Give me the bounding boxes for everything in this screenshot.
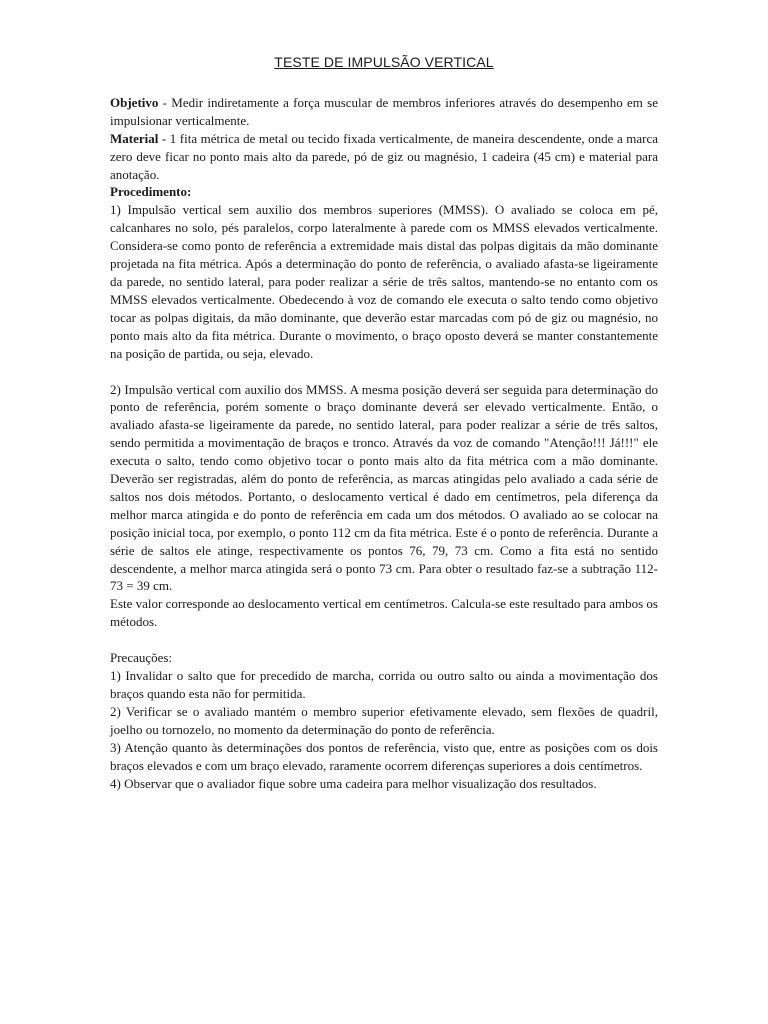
material-label: Material xyxy=(110,130,159,146)
document-body xyxy=(110,54,658,792)
spacer xyxy=(110,363,658,381)
precaucao-item-2: 2) Verificar se o avaliado mantém o membro superior efetivamente elevado, sem flexões de quadril, joelho ou tornozelo, no momento da determinação do ponto de referência. xyxy=(110,703,658,737)
precaucoes-heading: Precauções: xyxy=(110,650,173,666)
procedimento-heading: Procedimento: xyxy=(110,184,192,200)
material-text: - 1 fita métrica de metal ou tecido fixada verticalmente, de maneira descendente, onde a marca zero deve ficar no ponto mais alto da parede, pó de giz ou magnésio, 1 cadeira (45 cm) e material para anotação. xyxy=(110,130,658,182)
precaucao-item-4: 4) Observar que o avaliador fique sobre uma cadeira para melhor visualização dos resultados. xyxy=(110,775,597,791)
precaucao-item-3: 3) Atenção quanto às determinações dos pontos de referência, visto que, entre as posições com os dois braços elevados e com um braço elevado, raramente ocorrem diferenças superiores a dois centímetros. xyxy=(110,739,658,773)
objetivo-text: - Medir indiretamente a força muscular de membros inferiores através do desempenho em se impulsionar verticalmente. xyxy=(110,94,658,128)
spacer xyxy=(110,631,658,649)
procedimento-item-2-conclusion: Este valor corresponde ao deslocamento vertical em centímetros. Calcula-se este resultado para ambos os métodos. xyxy=(110,596,658,630)
objetivo-paragraph xyxy=(110,94,658,130)
document-title: TESTE DE IMPULSÃO VERTICAL xyxy=(274,54,494,70)
material-paragraph xyxy=(110,130,658,184)
procedimento-item-2: 2) Impulsão vertical com auxilio dos MMSS. A mesma posição deverá ser seguida para determinação do ponto de referência, porém somente o braço dominante deverá ser elevado verticalmente. Então, o avaliado afasta-se ligeiramente da parede, no sentido lateral, para poder realizar a série de três saltos, sendo permitida a movimentação de braços e tronco. Através da voz de comando "Atenção!!! Já!!!" ele executa o salto, tendo como objetivo tocar o ponto mais alto da fita métrica com a mão dominante. Deverão ser registradas, além do ponto de referência, as marcas atingidas pelo avaliado a cada série de saltos nos dois métodos. Portanto, o deslocamento vertical é dado em centímetros, pela diferença da melhor marca atingida e do ponto de referência em cada um dos métodos. O avaliado ao se colocar na posição inicial toca, por exemplo, o ponto 112 cm da fita métrica. Este é o ponto de referência. Durante a série de saltos ele atinge, respectivamente os pontos 76, 79, 73 cm. Como a fita está no sentido descendente, a melhor marca atingida será o ponto 73 cm. Para obter o resultado faz-se a subtração 112-73 = 39 cm. xyxy=(110,381,658,594)
procedimento-item-1: 1) Impulsão vertical sem auxilio dos membros superiores (MMSS). O avaliado se coloca em pé, calcanhares no solo, pés paralelos, corpo lateralmente à parede com os MMSS elevados verticalmente. Considera-se como ponto de referência a extremidade mais distal das polpas digitais da mão dominante projetada na fita métrica. Após a determinação do ponto de referência, o avaliado afasta-se ligeiramente da parede, no sentido lateral, para poder realizar a série de três saltos, mantendo-se no entanto com os MMSS elevados verticalmente. Obedecendo à voz de comando ele executa o salto tendo como objetivo tocar as polpas digitais, da mão dominante, que deverão estar marcadas com pó de giz ou magnésio, no ponto mais alto da fita métrica. Durante o movimento, o braço oposto deverá se manter constantemente na posição de partida, ou seja, elevado. xyxy=(110,202,658,361)
objetivo-label: Objetivo xyxy=(110,94,159,110)
precaucao-item-1: 1) Invalidar o salto que for precedido de marcha, corrida ou outro salto ou ainda a movimentação dos braços quando esta não for permitida. xyxy=(110,668,658,701)
